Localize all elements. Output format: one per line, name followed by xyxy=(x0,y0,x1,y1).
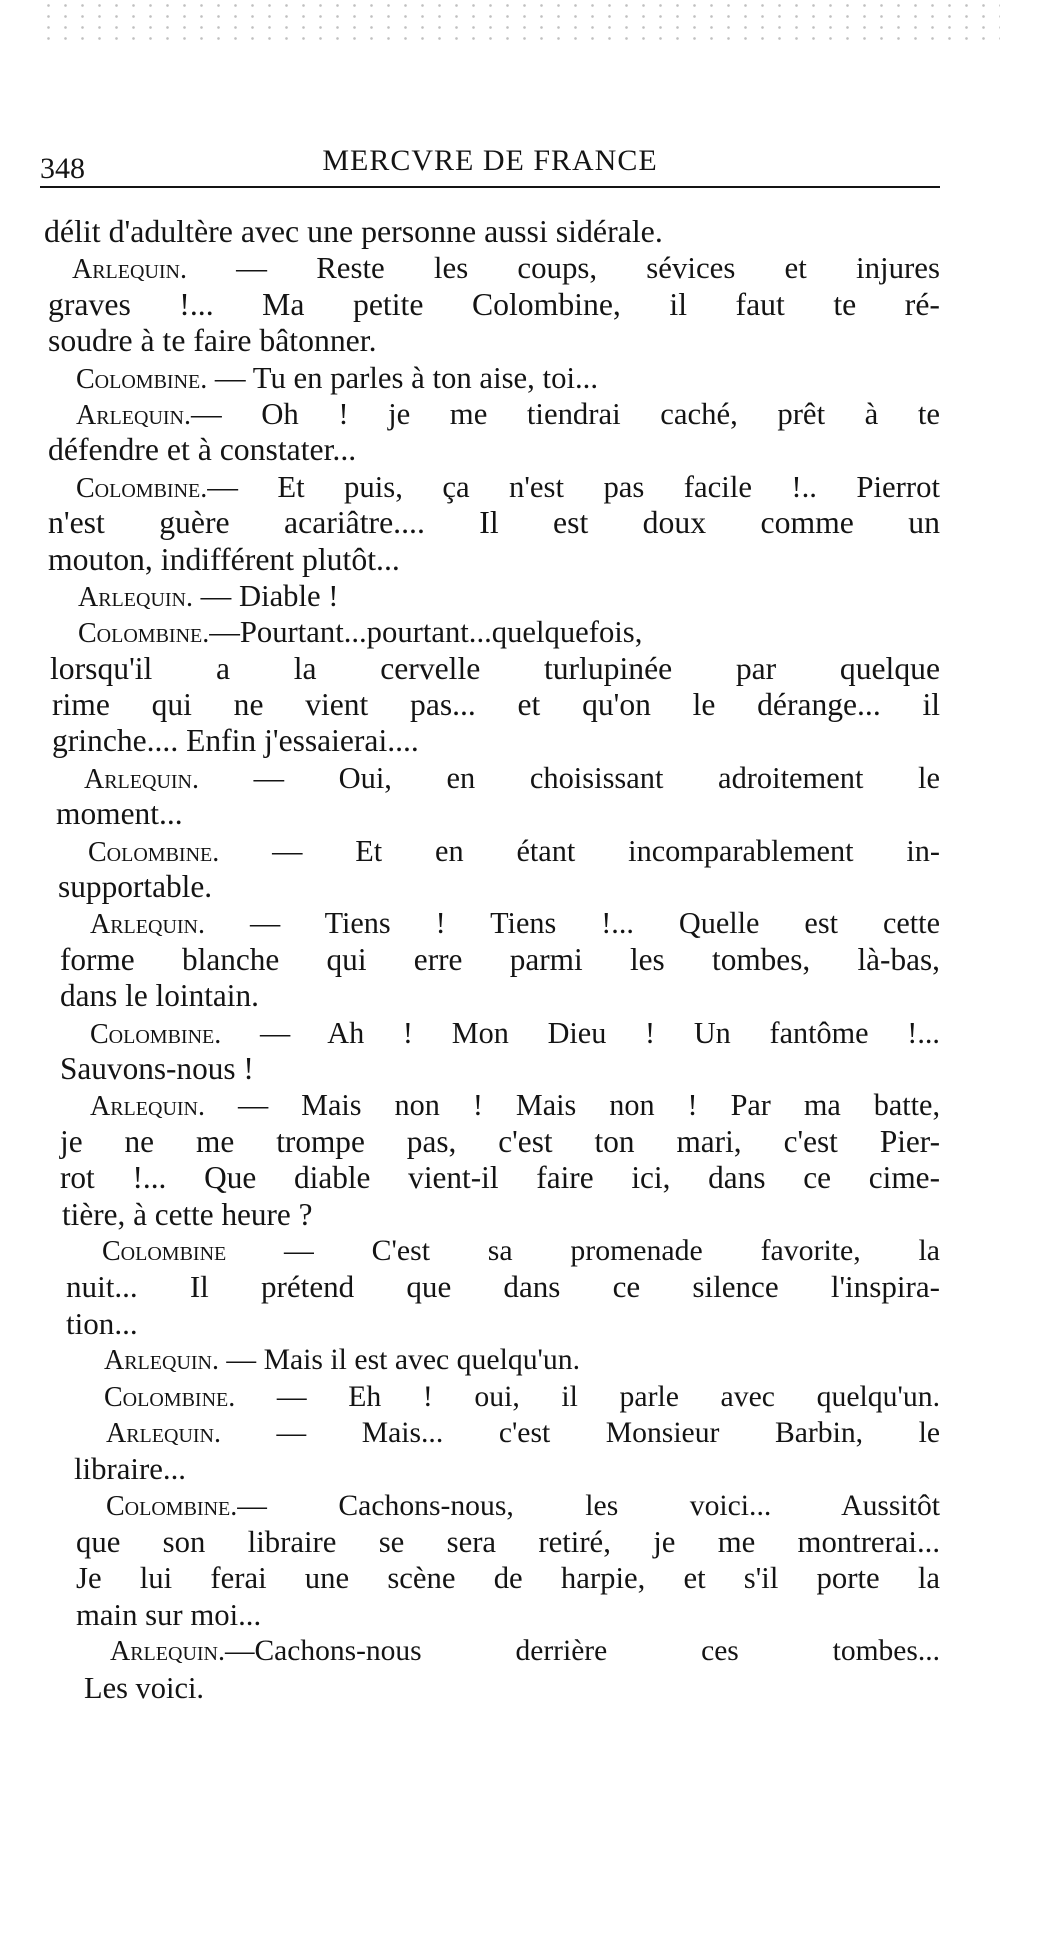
text-line xyxy=(40,651,940,687)
speaker-name: Arlequin. xyxy=(104,1345,219,1377)
line-text: soudre à te faire bâtonner. xyxy=(48,323,377,359)
line-text: libraire... xyxy=(74,1452,186,1487)
line-text: dans le lointain. xyxy=(60,978,259,1014)
text-line xyxy=(40,1597,940,1633)
line-text: délit d'adultère avec une personne aussi sidérale. xyxy=(44,214,663,249)
speaker-name: Colombine. xyxy=(78,618,210,650)
running-title: MERCVRE DE FRANCE xyxy=(322,144,658,177)
line-text: main sur moi... xyxy=(76,1597,262,1632)
line-text: — Mais... c'est Monsieur Barbin, le xyxy=(220,1416,940,1449)
text-line xyxy=(40,1451,940,1487)
line-text: — Reste les coups, sévices et injures xyxy=(186,251,940,286)
line-text: Sauvons-nous ! xyxy=(60,1050,254,1086)
text-line xyxy=(40,1633,940,1669)
line-text: forme blanche qui erre parmi les tombes, là-bas, xyxy=(60,941,940,977)
text-line xyxy=(40,1560,940,1596)
line-text: tière, à cette heure ? xyxy=(62,1196,313,1232)
text-line xyxy=(40,360,940,396)
text-line xyxy=(40,1670,940,1706)
body-text xyxy=(40,214,950,1706)
text-line xyxy=(40,1233,940,1269)
text-line xyxy=(40,1379,940,1415)
text-line xyxy=(40,1415,940,1451)
line-text: supportable. xyxy=(58,869,213,905)
text-line xyxy=(40,323,940,359)
speaker-name: Colombine. xyxy=(106,1490,238,1522)
line-text: — Oh ! je me tiendrai caché, prêt à te xyxy=(190,396,940,431)
text-line xyxy=(40,1160,940,1196)
text-line xyxy=(40,1087,940,1123)
text-line xyxy=(40,942,940,978)
line-text: nuit... Il prétend que dans ce silence l'inspira- xyxy=(66,1269,940,1305)
text-line xyxy=(40,1488,940,1524)
text-line xyxy=(40,287,940,323)
line-text: tion... xyxy=(66,1305,138,1341)
line-text: Je lui ferai une scène de harpie, et s'il porte la xyxy=(76,1561,940,1596)
line-text: — Cachons-nous, les voici... Aussitôt xyxy=(237,1489,940,1522)
line-text: —Pourtant...pourtant...quelquefois, xyxy=(209,615,643,650)
text-line xyxy=(40,214,940,250)
text-line xyxy=(40,250,940,286)
text-line xyxy=(40,1015,940,1051)
speaker-name: Arlequin. xyxy=(76,399,191,431)
speaker-name: Arlequin. xyxy=(106,1417,221,1449)
text-line xyxy=(40,1306,940,1342)
line-text: moment... xyxy=(56,796,183,832)
page-number: 348 xyxy=(40,152,85,185)
text-line xyxy=(40,505,940,541)
line-text: — C'est sa promenade favorite, la xyxy=(226,1233,940,1267)
line-text: Les voici. xyxy=(84,1670,205,1705)
line-text: n'est guère acariâtre.... Il est doux comme un xyxy=(48,505,940,541)
text-line xyxy=(40,578,940,614)
speaker-name: Colombine. xyxy=(76,472,208,504)
line-text: graves !... Ma petite Colombine, il faut te ré- xyxy=(48,286,940,322)
speaker-name: Arlequin. xyxy=(84,763,199,795)
text-line xyxy=(40,833,940,869)
line-text: rot !... Que diable vient-il faire ici, dans ce cime- xyxy=(60,1160,940,1196)
text-line xyxy=(40,687,940,723)
text-line xyxy=(40,1524,940,1560)
text-line xyxy=(40,614,940,650)
text-line xyxy=(40,905,940,941)
line-text: — Mais non ! Mais non ! Par ma batte, xyxy=(204,1088,940,1123)
scan-noise xyxy=(40,0,1000,40)
line-text: — Et en étant incomparablement in- xyxy=(219,833,940,868)
text-line xyxy=(40,542,940,578)
line-text: — Oui, en choisissant adroitement le xyxy=(198,760,940,795)
text-line xyxy=(40,869,940,905)
line-text: je ne me trompe pas, c'est ton mari, c'est Pier- xyxy=(60,1123,940,1159)
text-line xyxy=(40,723,940,759)
line-text: défendre et à constater... xyxy=(48,432,357,468)
text-line xyxy=(40,1342,940,1378)
speaker-name: Colombine. xyxy=(76,363,208,395)
text-line xyxy=(40,1124,940,1160)
text-line xyxy=(40,760,940,796)
line-text: — Eh ! oui, il parle avec quelqu'un. xyxy=(235,1380,940,1413)
text-line xyxy=(40,432,940,468)
line-text: —Cachons-nous derrière ces tombes... xyxy=(224,1635,940,1668)
speaker-name: Arlequin. xyxy=(110,1636,225,1668)
speaker-name: Arlequin. xyxy=(78,581,193,613)
speaker-name: Colombine. xyxy=(104,1381,236,1413)
text-line xyxy=(40,978,940,1014)
line-text: rime qui ne vient pas... et qu'on le dérange... il xyxy=(52,687,940,723)
line-text: — Diable ! xyxy=(192,578,339,613)
speaker-name: Arlequin. xyxy=(90,1091,205,1123)
speaker-name: Colombine. xyxy=(90,1018,222,1050)
header-rule xyxy=(40,186,940,188)
text-line xyxy=(40,1197,940,1233)
page-header xyxy=(40,138,940,190)
line-text: mouton, indifférent plutôt... xyxy=(48,541,400,577)
speaker-name: Colombine. xyxy=(88,836,220,868)
line-text: — Ah ! Mon Dieu ! Un fantôme !... xyxy=(221,1015,940,1050)
line-text: que son libraire se sera retiré, je me montrerai... xyxy=(76,1525,940,1560)
line-text: lorsqu'il a la cervelle turlupinée par quelque xyxy=(50,650,940,686)
line-text: — Et puis, ça n'est pas facile !.. Pierrot xyxy=(207,469,940,504)
line-text: — Tiens ! Tiens !... Quelle est cette xyxy=(204,906,940,941)
speaker-name: Arlequin. xyxy=(72,254,187,286)
line-text: — Tu en parles à ton aise, toi... xyxy=(207,360,599,395)
text-line xyxy=(40,1269,940,1305)
text-line xyxy=(40,469,940,505)
speaker-name: Arlequin. xyxy=(90,909,205,941)
text-line xyxy=(40,396,940,432)
line-text: grinche.... Enfin j'essaierai.... xyxy=(52,723,419,759)
text-line xyxy=(40,796,940,832)
text-line xyxy=(40,1051,940,1087)
speaker-name: Colombine xyxy=(102,1235,227,1267)
line-text: — Mais il est avec quelqu'un. xyxy=(218,1344,581,1377)
